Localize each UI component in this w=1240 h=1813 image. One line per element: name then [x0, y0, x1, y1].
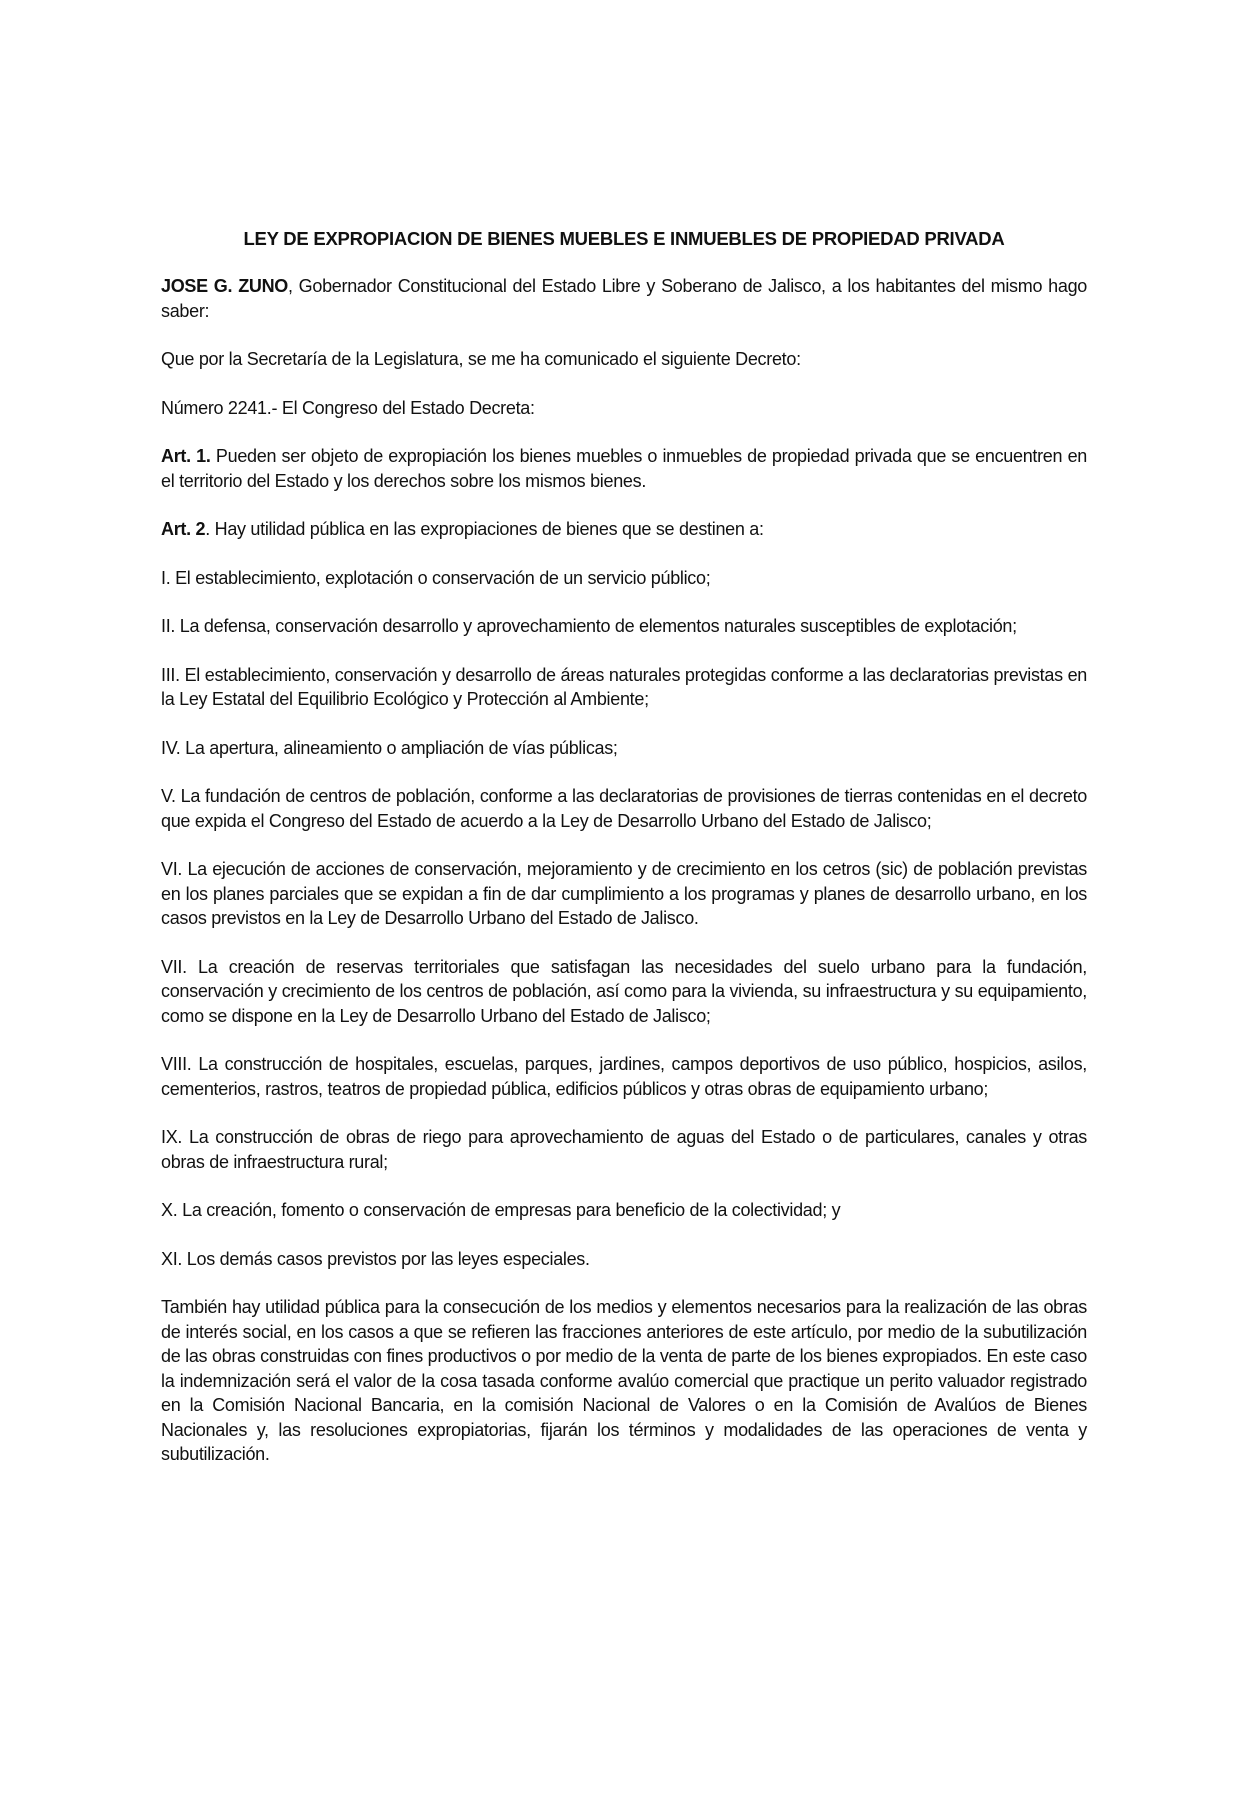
fraction-x: X. La creación, fomento o conservación de empresas para beneficio de la colectividad; y — [161, 1200, 841, 1220]
fraction-i: I. El establecimiento, explotación o conservación de un servicio público; — [161, 567, 711, 588]
fraction-xi: XI. Los demás casos previstos por las leyes especiales. — [161, 1248, 590, 1269]
fraction-vii: VII. La creación de reservas territoriales que satisfagan las necesidades del suelo urbano para la fundación, conservación y crecimiento de los centros de población, así como para la vivienda, su infraestructura y su equipamiento, como se dispone en la Ley de Desarrollo Urbano del Estado de Jalisco; — [161, 956, 1087, 1026]
fraction-viii: VIII. La construcción de hospitales, escuelas, parques, jardines, campos deportivos de uso público, hospicios, asilos, cementerios, rastros, teatros de propiedad pública, edificios públicos y otras obras de equipamiento urbano; — [161, 1054, 1087, 1099]
article-1 — [161, 444, 1087, 493]
fraction-iv: IV. La apertura, alineamiento o ampliación de vías públicas; — [161, 737, 618, 758]
article-2 — [161, 517, 1087, 542]
fraction-iii: III. El establecimiento, conservación y desarrollo de áreas naturales protegidas conforme a las declaratorias previstas en la Ley Estatal del Equilibrio Ecológico y Protección al Ambiente; — [161, 664, 1087, 709]
article-2-label: Art. 2 — [161, 519, 206, 539]
intro-paragraph — [161, 274, 1087, 323]
fraction-vi: VI. La ejecución de acciones de conservación, mejoramiento y de crecimiento en los cetros (sic) de población previstas en los planes parciales que se expidan a fin de dar cumplimiento a los programas y planes de desarrollo urbano, en los casos previstos en la Ley de Desarrollo Urbano del Estado de Jalisco. — [161, 859, 1087, 928]
document-body — [161, 226, 1087, 1491]
fraction-v: V. La fundación de centros de población, conforme a las declaratorias de provisiones de tierras contenidas en el decreto que expida el Congreso del Estado de acuerdo a la Ley de Desarrollo Urbano del Estado de Jalisco; — [161, 786, 1087, 831]
closing-paragraph: También hay utilidad pública para la consecución de los medios y elementos necesarios para la realización de las obras de interés social, en los casos a que se refieren las fracciones anteriores de este artículo, por medio de la subutilización de las obras construidas con fines productivos o por medio de la venta de parte de los bienes expropiados. En este caso la indemnización será el valor de la cosa tasada conforme avalúo comercial que practique un perito valuador registrado en la Comisión Nacional Bancaria, en la comisión Nacional de Valores o en la Comisión de Avalúos de Bienes Nacionales y, las resoluciones expropiatorias, fijarán los términos y modalidades de las operaciones de venta y subutilización. — [161, 1297, 1087, 1464]
governor-name: JOSE G. ZUNO — [161, 276, 288, 296]
decree-paragraph: Número 2241.- El Congreso del Estado Decreta: — [161, 397, 535, 418]
intro-text: , Gobernador Constitucional del Estado Libre y Soberano de Jalisco, a los habitantes del mismo hago saber: — [161, 276, 1087, 321]
article-2-text: . Hay utilidad pública en las expropiaciones de bienes que se destinen a: — [205, 519, 764, 539]
document-title: LEY DE EXPROPIACION DE BIENES MUEBLES E INMUEBLES DE PROPIEDAD PRIVADA — [243, 228, 1005, 249]
fraction-ii: II. La defensa, conservación desarrollo y aprovechamiento de elementos naturales susceptibles de explotación; — [161, 616, 1017, 636]
fraction-ix: IX. La construcción de obras de riego para aprovechamiento de aguas del Estado o de particulares, canales y otras obras de infraestructura rural; — [161, 1127, 1087, 1172]
article-1-text: Pueden ser objeto de expropiación los bienes muebles o inmuebles de propiedad privada que se encuentren en el territorio del Estado y los derechos sobre los mismos bienes. — [161, 446, 1087, 491]
communication-paragraph: Que por la Secretaría de la Legislatura, se me ha comunicado el siguiente Decreto: — [161, 349, 801, 369]
article-1-label: Art. 1. — [161, 446, 211, 466]
